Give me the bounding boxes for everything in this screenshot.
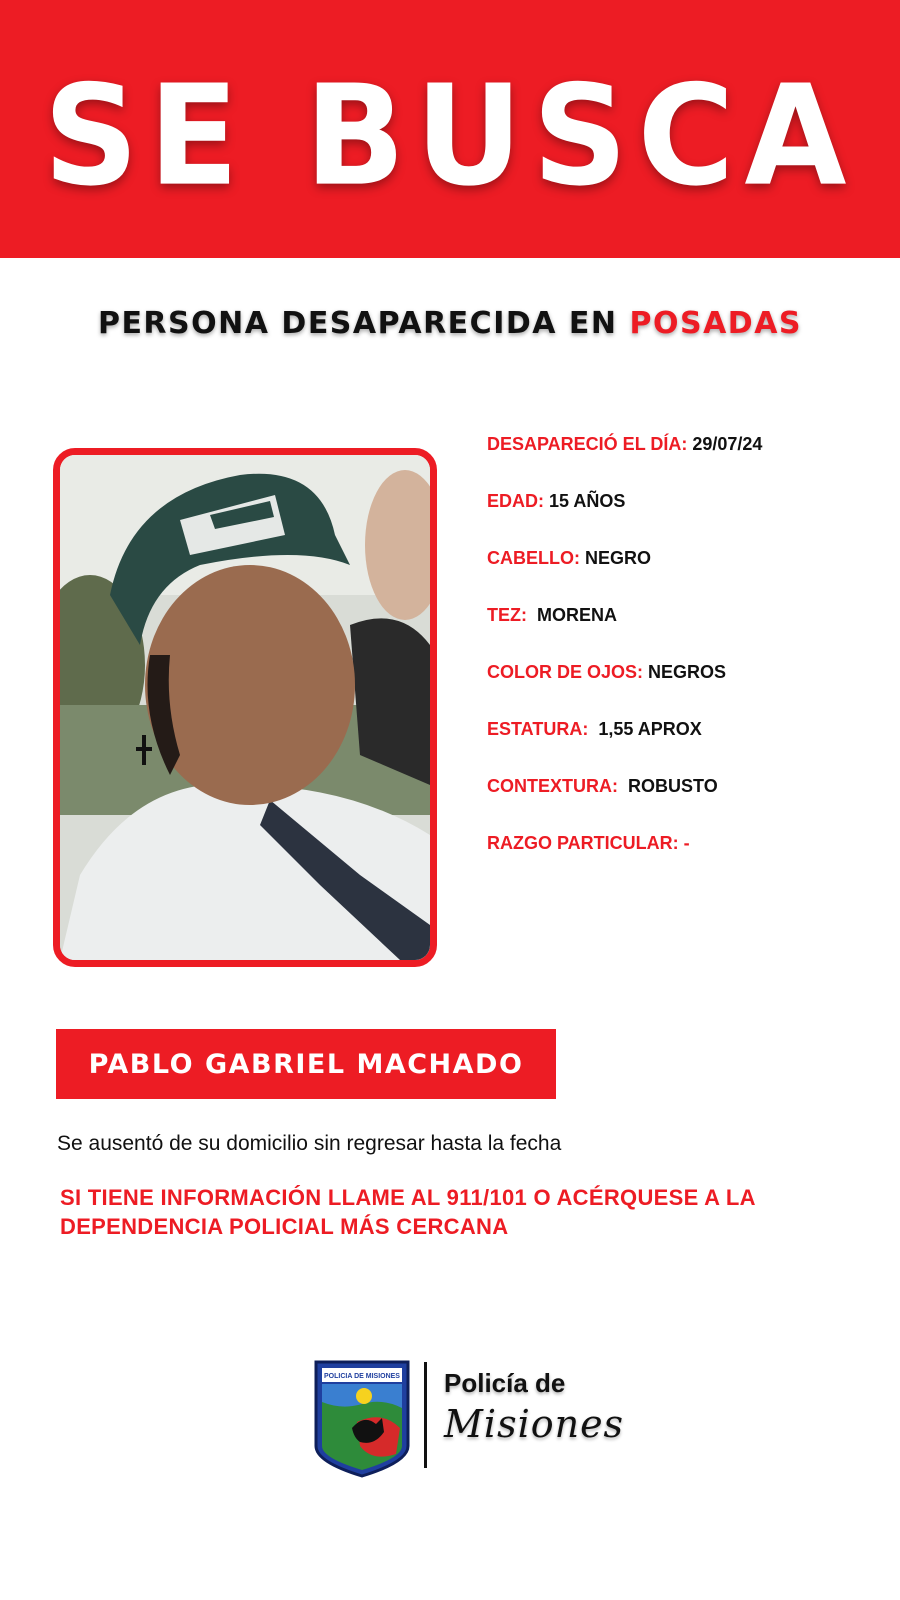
person-photo [53, 448, 437, 967]
detail-label: CABELLO: [487, 548, 580, 568]
call-info-line-1: SI TIENE INFORMACIÓN LLAME AL 911/101 O ACÉRQUESE A LA [60, 1185, 756, 1210]
absence-text: Se ausentó de su domicilio sin regresar hasta la fecha [57, 1132, 562, 1155]
detail-label: ESTATURA: [487, 719, 589, 739]
police-logo [312, 1358, 625, 1482]
detail-label: COLOR DE OJOS: [487, 662, 644, 682]
details-list [487, 433, 887, 889]
detail-age [487, 490, 887, 547]
call-info-line-2: DEPENDENCIA POLICIAL MÁS CERCANA [60, 1214, 509, 1239]
detail-disappeared-date [487, 433, 887, 490]
logo-divider [424, 1362, 427, 1468]
subtitle [0, 306, 900, 341]
detail-distinctive-feature [487, 832, 887, 889]
detail-value: MORENA [537, 605, 618, 625]
detail-label: DESAPARECIÓ EL DÍA: [487, 434, 688, 454]
detail-build [487, 775, 887, 832]
person-name-bar [56, 1029, 556, 1099]
detail-skin [487, 604, 887, 661]
subtitle-place: POSADAS [629, 306, 803, 341]
person-name: PABLO GABRIEL MACHADO [88, 1048, 524, 1080]
header-banner [0, 0, 900, 258]
detail-value: 29/07/24 [692, 434, 763, 454]
detail-hair [487, 547, 887, 604]
detail-value: NEGRO [585, 548, 652, 568]
detail-label: EDAD: [487, 491, 544, 511]
detail-label: TEZ: [487, 605, 527, 625]
police-shield-icon [312, 1358, 412, 1480]
detail-label: RAZGO PARTICULAR: - [487, 833, 690, 853]
logo-text-top: Policía de [444, 1368, 566, 1398]
shield-text: POLICIA DE MISIONES [324, 1373, 400, 1380]
call-to-action [60, 1183, 860, 1241]
logo-text-script: Misiones [444, 1402, 625, 1446]
detail-value: 1,55 APROX [598, 719, 702, 739]
subtitle-text: PERSONA DESAPARECIDA EN [97, 306, 618, 341]
detail-label: CONTEXTURA: [487, 776, 618, 796]
detail-eye-color [487, 661, 887, 718]
detail-value: NEGROS [648, 662, 727, 682]
detail-value: ROBUSTO [628, 776, 718, 796]
person-photo-image [60, 455, 430, 960]
detail-value: 15 AÑOS [549, 491, 626, 511]
detail-height [487, 718, 887, 775]
banner-title: SE BUSCA [43, 55, 857, 218]
